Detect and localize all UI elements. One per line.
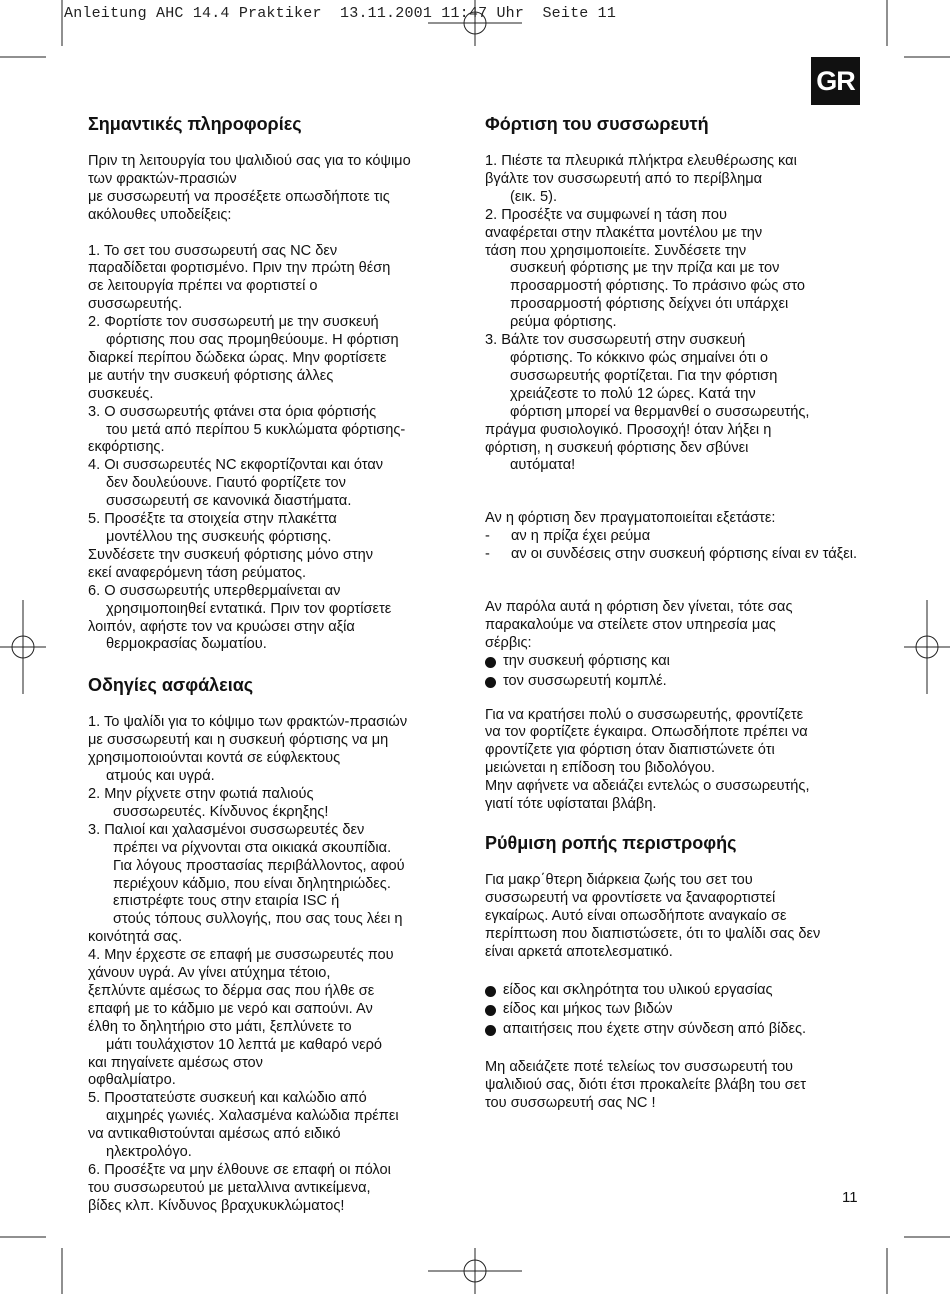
intro-line: των φρακτών-πρασιών [88,170,237,187]
list-line: συσσωρευτής. [88,296,183,313]
bullet-icon [485,986,496,997]
list-line: 2. Προσέξτε να συμφωνεί η τάση που [485,206,728,223]
list-line: δεν δουλεύουνε. Γιαυτό φορτίζετε τον [106,475,346,492]
service-item-text: τον συσσωρευτή κομπλέ. [503,672,667,689]
paragraph-line: Για μακρ΄θτερη διάρκεια ζωής του σετ του [485,872,753,888]
list-line: με συσσωρευτή και η συσκευή φόρτισης να μη [88,732,389,749]
heading-charging: Φόρτιση του συσσωρευτή [485,114,709,134]
heading-important-info: Σημαντικές πληροφορίες [88,114,302,134]
list-line: του μετά από περίπου 5 κυκλώματα φόρτισης- [106,421,406,438]
list-line: πρέπει να ρίχνονται στα οικιακά σκουπίδια. [113,839,392,856]
service-intro-line: Αν παρόλα αυτά η φόρτιση δεν γίνεται, τότε σας [485,599,793,616]
intro-line: με συσσωρευτή να προσέξετε οπωσδήποτε τις [88,188,390,205]
check-item [485,528,863,546]
paragraph-line: εγκαίρως. Αυτό είναι οπωσδήποτε αναγκαίο σε [485,907,787,924]
list-line: ξεπλύντε αμέσως το δέρμα σας που ήλθε σε [88,982,375,999]
list-line: του συσσωρευτού με μεταλλινα αντικείμενα, [88,1179,371,1196]
list-line: λοιπόν, αφήστε τον να κρυώσει στην αξία [88,618,355,635]
list-line: μοντέλλου της συσκευής φόρτισης. [106,529,332,546]
list-line: έλθη το δηλητήριο στο μάτι, ξεπλύνετε το [88,1018,352,1035]
list-line: συσσωρευτές. Κίνδυνος έκρηξης! [113,803,329,820]
list-line: 3. Βάλτε τον συσσωρευτή στην συσκευή [485,332,746,349]
list-line: 4. Οι συσσωρευτές NC εκφορτίζονται και όταν [88,457,384,474]
bullet-icon [485,1025,496,1036]
list-line: (εικ. 5). [510,188,558,205]
list-line: Για λόγους προστασίας περιβάλλοντος, αφού [113,857,405,874]
important-intro [88,153,463,225]
dash-marker: - [485,546,490,563]
torque-item-text: είδος και σκληρότητα του υλικού εργασίας [503,981,773,998]
list-line: 1. Το ψαλίδι για το κόψιμο των φρακτών-πρασιών [88,714,408,731]
bullet-icon [485,677,496,688]
check-intro: Αν η φόρτιση δεν πραγματοποιείται εξετάστε: [485,510,776,527]
check-item-text: αν οι συνδέσεις στην συσκευή φόρτισης είναι εν τάξει. [511,546,858,563]
bullet-icon [485,657,496,668]
list-line: χρησιμοποιούνται κοντά σε εύφλεκτους [88,750,341,767]
list-line: ατμούς και υγρά. [106,768,215,785]
list-line: φόρτισης. Το κόκκινο φώς σημαίνει ότι ο [510,349,769,366]
list-line: αυτόματα! [510,457,576,474]
safety-list [88,714,463,1215]
paragraph-line: Για να κρατήσει πολύ ο συσσωρευτής, φροντίζετε [485,706,804,723]
torque-list [485,982,863,1040]
paragraph-line: γιατί τότε υφίσταται βλάβη. [485,796,657,813]
paragraph-line: περίπτωση που διαπιστώσετε, ότι το ψαλίδι σας δεν [485,925,821,942]
service-item [485,673,863,691]
paragraph-line: συσσωρευτή να φροντίσετε να ξαναφορτιστεί [485,889,776,906]
torque-item [485,1001,863,1019]
service-section [485,599,863,691]
list-line: 3. Παλιοί και χαλασμένοι συσσωρευτές δεν [88,821,365,838]
list-line: πράγμα φυσιολογικό. Προσοχή! όταν λήξει η [485,421,772,438]
list-line: με αυτήν την συσκευή φόρτισης άλλες [88,367,334,384]
charging-list [485,153,863,475]
right-column [485,113,863,1113]
list-line: τάση που χρησιμοποιείτε. Συνδέσετε την [485,242,747,259]
list-line: εκεί αναφερόμενη τάση ρεύματος. [88,564,307,581]
list-line: συσσωρευτής φορτίζεται. Για την φόρτιση [510,367,778,384]
paragraph-line: να τον φορτίζετε έγκαιρα. Οπωσδήποτε πρέπει να [485,724,808,741]
paragraph-line: ψαλιδιού σας, διότι έτσι προκαλείτε βλάβη του σετ [485,1077,807,1094]
list-line: 4. Μην έρχεστε σε επαφή με συσσωρευτές που [88,947,394,964]
list-line: 2. Φορτίστε τον συσσωρευτή με την συσκευή [88,314,379,331]
list-line: αναφέρεται στην πλακέττα μοντέλου με την [485,224,763,241]
torque-item [485,982,863,1000]
service-intro-line: παρακαλούμε να στείλετε στον υπηρεσία μας [485,616,776,633]
intro-line: Πριν τη λειτουργία του ψαλιδιού σας για το κόψιμο [88,153,411,169]
list-line: σε λειτουργία πρέπει να φορτιστεί ο [88,278,318,295]
list-line: στούς τόπους συλλογής, που σας τους λέει η [113,911,403,928]
battery-care-paragraph [485,707,863,814]
list-line: χάνουν υγρά. Αν γίνει ατύχημα τέτοιο, [88,965,331,982]
list-line: συσκευές. [88,385,154,402]
list-line: βίδες κλπ. Κίνδυνος βραχυκυκλώματος! [88,1197,345,1214]
service-intro-line: σέρβις: [485,634,532,651]
language-badge: GR [811,57,860,105]
list-line: φόρτιση μπορεί να θερμανθεί ο συσσωρευτής, [510,403,810,420]
important-list [88,243,463,655]
service-item-text: την συσκευή φόρτισης και [503,652,670,669]
check-item-text: αν η πρίζα έχει ρεύμα [511,528,651,545]
list-line: συσσωρευτή σε κανονικά διαστήματα. [106,493,352,510]
list-line: θερμοκρασίας δωματίου. [106,636,267,653]
list-line: χρησιμοποιηθεί εντατικά. Πριν τον φορτίσετε [106,600,392,617]
heading-torque: Ρύθμιση ροπής περιστροφής [485,833,737,853]
list-line: κοινότητά σας. [88,929,183,946]
service-item [485,653,863,671]
list-line: περιέχουν κάδμιο, που είναι δηλητηριώδες. [113,875,391,892]
list-line: χρειάζεστε το πολύ 12 ώρες. Κατά την [510,385,756,402]
list-line: ηλεκτρολόγο. [106,1144,192,1161]
list-line: μάτι τουλάχιστον 10 λεπτά με καθαρό νερό [106,1036,382,1053]
list-line: 6. Προσέξτε να μην έλθουνε σε επαφή οι πόλοι [88,1162,391,1179]
paragraph-line: Μη αδειάζετε ποτέ τελείως τον συσσωρευτή του [485,1059,794,1076]
list-line: συσκευή φόρτισης με την πρίζα και με τον [510,260,780,277]
list-line: οφθαλμίατρο. [88,1072,176,1089]
list-line: επιστρέφτε τους στην εταιρία ISC ή [113,893,340,910]
paragraph-line: φροντίζετε για φόρτιση όταν διαπιστώνετε ότι [485,742,775,759]
list-line: 2. Μην ρίχνετε στην φωτιά παλιούς [88,785,314,802]
list-line: φόρτισης που σας προμηθεύουμε. Η φόρτιση [106,332,399,349]
list-line: 1. Πιέστε τα πλευρικά πλήκτρα ελευθέρωσης και [485,153,797,169]
torque-item [485,1021,863,1039]
check-section [485,510,863,564]
list-line: 1. Το σετ του συσσωρευτή σας NC δεν [88,242,338,259]
list-line: προσαρμοστή φόρτισης δείχνει ότι υπάρχει [510,296,789,313]
dash-marker: - [485,528,490,545]
paragraph-line: του συσσωρευτή σας NC ! [485,1095,656,1112]
intro-line: ακόλουθες υποδείξεις: [88,206,232,223]
left-column [88,113,463,1216]
list-line: αιχμηρές γωνιές. Χαλασμένα καλώδια πρέπει [106,1108,399,1125]
torque-item-text: είδος και μήκος των βιδών [503,1001,673,1018]
list-line: διαρκεί περίπου δώδεκα ώρας. Μην φορτίσετε [88,349,387,366]
list-line: να αντικαθιστούνται αμέσως από ειδικό [88,1126,341,1143]
list-line: ρεύμα φόρτισης. [510,314,617,331]
list-line: και πηγαίνετε αμέσως στον [88,1054,263,1071]
list-line: 5. Προστατεύστε συσκευή και καλώδιο από [88,1090,367,1107]
check-item [485,546,863,564]
list-line: παραδίδεται φορτισμένο. Πριν την πρώτη θέση [88,260,391,277]
bullet-icon [485,1005,496,1016]
paragraph-line: είναι αρκετά αποτελεσματικό. [485,943,673,960]
list-line: φόρτιση, η συσκευή φόρτισης δεν σβύνει [485,439,749,456]
paragraph-line: μειώνεται η επίδοση του βιδολόγου. [485,760,716,777]
page-number: 11 [842,1189,858,1206]
list-line: 5. Προσέξτε τα στοιχεία στην πλακέττα [88,511,337,528]
final-paragraph [485,1059,863,1113]
list-line: 3. Ο συσσωρευτής φτάνει στα όρια φόρτισής [88,403,377,420]
print-header: Anleitung AHC 14.4 Praktiker 13.11.2001 11:47 Uhr Seite 11 [64,5,617,22]
list-line: Συνδέσετε την συσκευή φόρτισης μόνο στην [88,546,374,563]
paragraph-line: Μην αφήνετε να αδειάζει εντελώς ο συσσωρευτής, [485,778,810,795]
list-line: βγάλτε τον συσσωρευτή από το περίβλημα [485,170,763,187]
list-line: 6. Ο συσσωρευτής υπερθερμαίνεται αν [88,582,341,599]
list-line: επαφή με το κάδμιο με νερό και σαπούνι. Αν [88,1000,373,1017]
list-line: εκφόρτισης. [88,439,165,456]
list-line: προσαρμοστή φόρτισης. Το πράσινο φώς στο [510,278,806,295]
torque-intro [485,872,863,962]
torque-item-text: απαιτήσεις που έχετε στην σύνδεση από βίδες. [503,1021,807,1038]
heading-safety: Οδηγίες ασφάλειας [88,675,254,696]
